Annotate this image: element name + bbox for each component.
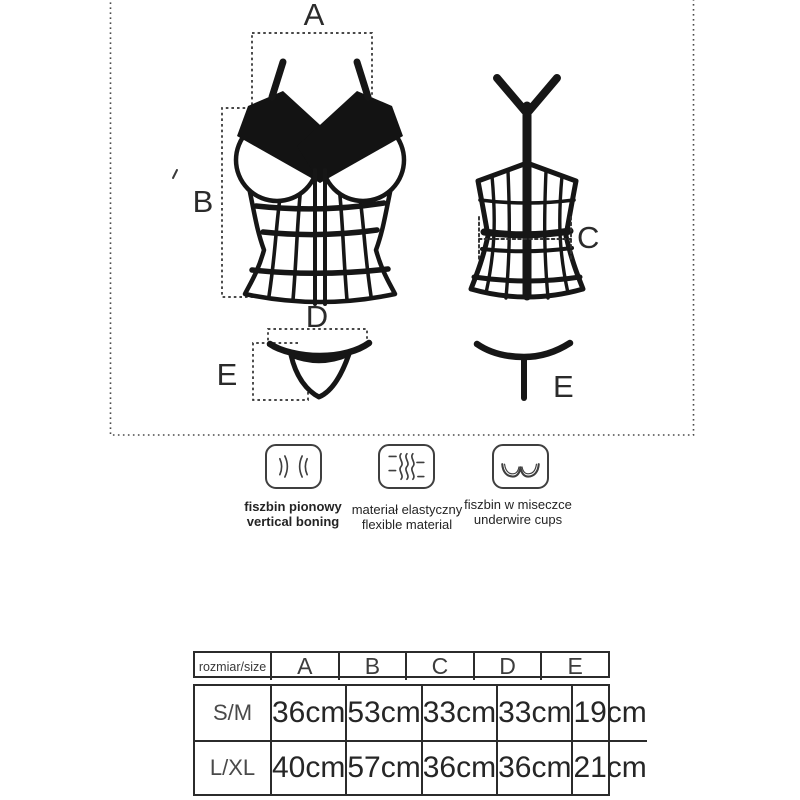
label-d: D: [305, 299, 329, 334]
front-straps: [272, 62, 368, 97]
feature-label-pl: materiał elastyczny: [351, 502, 463, 517]
table-cell: 21cm: [571, 740, 646, 794]
table-cell: 19cm: [571, 686, 646, 740]
vertical-boning-icon: [265, 444, 322, 489]
size-table-corner-label: rozmiar/size: [198, 659, 267, 674]
label-e-front: E: [216, 357, 238, 392]
size-table-header: [193, 651, 610, 678]
feature-label-en: underwire cups: [473, 511, 563, 527]
feature-label-pl: fiszbin w miseczce: [464, 497, 572, 512]
table-cell: 36cm: [421, 740, 496, 794]
table-cell: 57cm: [345, 740, 420, 794]
flexible-material-icon: [378, 444, 435, 489]
table-cell: 33cm: [496, 686, 571, 740]
column-header-d: D: [473, 653, 541, 680]
feature-label-en: flexible material: [361, 516, 453, 532]
table-cell: 36cm: [496, 740, 571, 794]
front-thong-drawing: [270, 343, 369, 397]
feature-caption-underwire-cups: [418, 498, 618, 527]
back-corset-drawing: [471, 78, 583, 298]
table-cell: 53cm: [345, 686, 420, 740]
feature-label-pl: fiszbin pionowy: [244, 499, 342, 514]
label-c: C: [577, 220, 600, 255]
column-header-c: C: [405, 653, 473, 680]
column-header-e: E: [540, 653, 608, 680]
feature-label-en: vertical boning: [246, 513, 340, 529]
front-thong-waistband: [270, 343, 369, 356]
table-cell: 36cm: [270, 686, 345, 740]
front-corset-drawing: [236, 62, 404, 304]
column-header-b: B: [338, 653, 406, 680]
print-artifact-mark: [173, 170, 177, 178]
table-cell: 40cm: [270, 740, 345, 794]
row-size-label: L/XL: [195, 740, 270, 794]
size-table-body: [193, 684, 647, 796]
label-e-back: E: [553, 369, 574, 404]
front-thong-panel: [291, 354, 349, 397]
column-header-a: A: [270, 653, 338, 680]
label-b: B: [192, 184, 214, 219]
table-cell: 33cm: [421, 686, 496, 740]
row-size-label: S/M: [212, 700, 253, 725]
label-a: A: [303, 0, 325, 32]
size-table: [193, 651, 647, 796]
underwire-cups-icon: [492, 444, 549, 489]
